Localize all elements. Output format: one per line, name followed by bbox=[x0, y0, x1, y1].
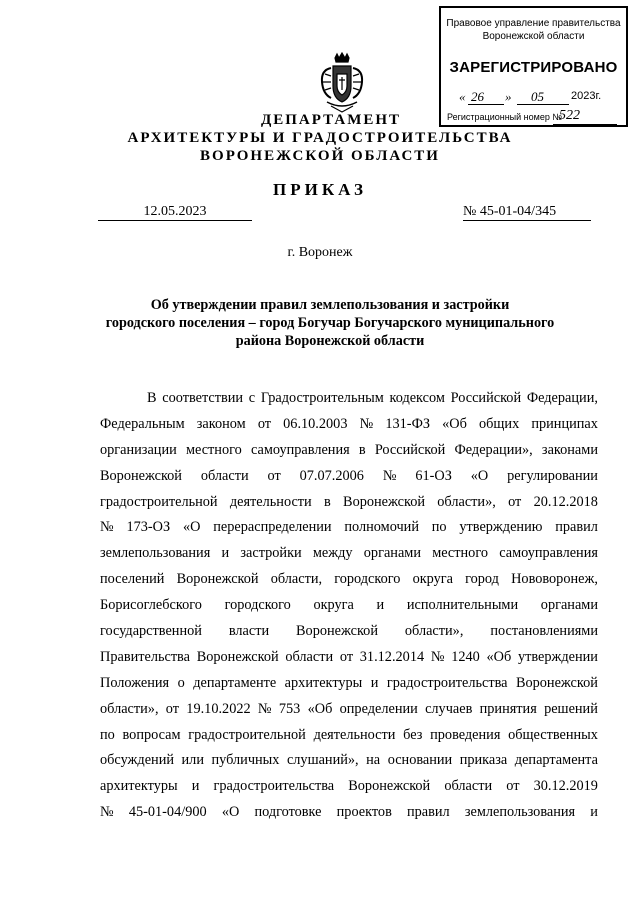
body-line: организации местного самоуправления в Российской Федерации», законами bbox=[100, 441, 598, 458]
city-line: г. Воронеж bbox=[287, 245, 353, 260]
body-line: Положения о департаменте архитектуры и градостроительства Воронежской bbox=[100, 674, 598, 691]
stamp-day: 26 bbox=[471, 89, 484, 104]
document-type-heading: ПРИКАЗ bbox=[273, 180, 367, 199]
order-body-paragraph bbox=[100, 386, 598, 826]
stamp-status: ЗАРЕГИСТРИРОВАНО bbox=[449, 59, 618, 76]
body-line: градостроительной деятельности в Воронежской области», от 20.12.2018 bbox=[100, 493, 598, 510]
body-line: № 173-ОЗ «О перераспределении полномочий по утверждению правил bbox=[100, 519, 598, 536]
department-title-line2: АРХИТЕКТУРЫ И ГРАДОСТРОИТЕЛЬСТВА bbox=[127, 130, 513, 146]
department-title-line3: ВОРОНЕЖСКОЙ ОБЛАСТИ bbox=[200, 148, 440, 164]
order-title-line3: района Воронежской области bbox=[235, 333, 425, 349]
stamp-reg-number: 522 bbox=[559, 108, 580, 123]
body-line: Федеральным законом от 06.10.2003 № 131-ФЗ «Об общих принципах bbox=[100, 415, 598, 432]
body-line: области», от 19.10.2022 № 753 «Об определении случаев принятия решений bbox=[100, 700, 598, 717]
stamp-reg-label: Регистрационный номер № bbox=[447, 112, 563, 122]
registration-stamp bbox=[439, 6, 628, 127]
order-title bbox=[80, 296, 580, 350]
body-line: Воронежской области от 07.07.2006 № 61-ОЗ «О регулировании bbox=[100, 467, 598, 484]
stamp-month: 05 bbox=[531, 89, 544, 104]
stamp-month-underline bbox=[517, 104, 569, 105]
department-title-line1: ДЕПАРТАМЕНТ bbox=[260, 112, 402, 128]
stamp-quote-close-icon: » bbox=[505, 89, 512, 104]
body-line: государственной власти Воронежской области», постановлениями bbox=[100, 623, 598, 640]
order-date: 12.05.2023 bbox=[98, 203, 252, 221]
body-line: Правительства Воронежской области от 31.12.2014 № 1240 «Об утверждении bbox=[100, 648, 598, 665]
body-line: поселений Воронежской области, городского округа город Нововоронеж, bbox=[100, 571, 598, 588]
order-title-line2: городского поселения – город Богучар Богучарского муниципального bbox=[105, 315, 555, 331]
stamp-authority-line2: Воронежской области bbox=[482, 31, 585, 42]
body-line: обсуждений или публичных слушаний», на основании приказа департамента bbox=[100, 752, 598, 769]
body-line: В соответствии с Градостроительным кодексом Российской Федерации, bbox=[147, 390, 598, 406]
body-line: землепользования и застройки между органами местного самоуправления bbox=[100, 545, 598, 562]
order-title-line1: Об утверждении правил землепользования и застройки bbox=[150, 297, 510, 313]
body-line: по вопросам градостроительной деятельности без проведения общественных bbox=[100, 726, 598, 743]
stamp-authority-line1: Правовое управление правительства bbox=[446, 18, 621, 29]
body-line: архитектуры и градостроительства Воронежской области от 30.12.2019 bbox=[100, 778, 598, 795]
order-number: № 45-01-04/345 bbox=[463, 203, 591, 221]
body-line: Борисоглебского городского округа и исполнительными органами bbox=[100, 597, 598, 614]
stamp-year: 2023г. bbox=[571, 90, 602, 102]
body-line: № 45-01-04/900 «О подготовке проектов правил землепользования и bbox=[100, 804, 598, 821]
coat-of-arms-icon bbox=[317, 52, 367, 114]
stamp-quote-open-icon: « bbox=[459, 89, 466, 104]
stamp-day-underline bbox=[468, 104, 504, 105]
